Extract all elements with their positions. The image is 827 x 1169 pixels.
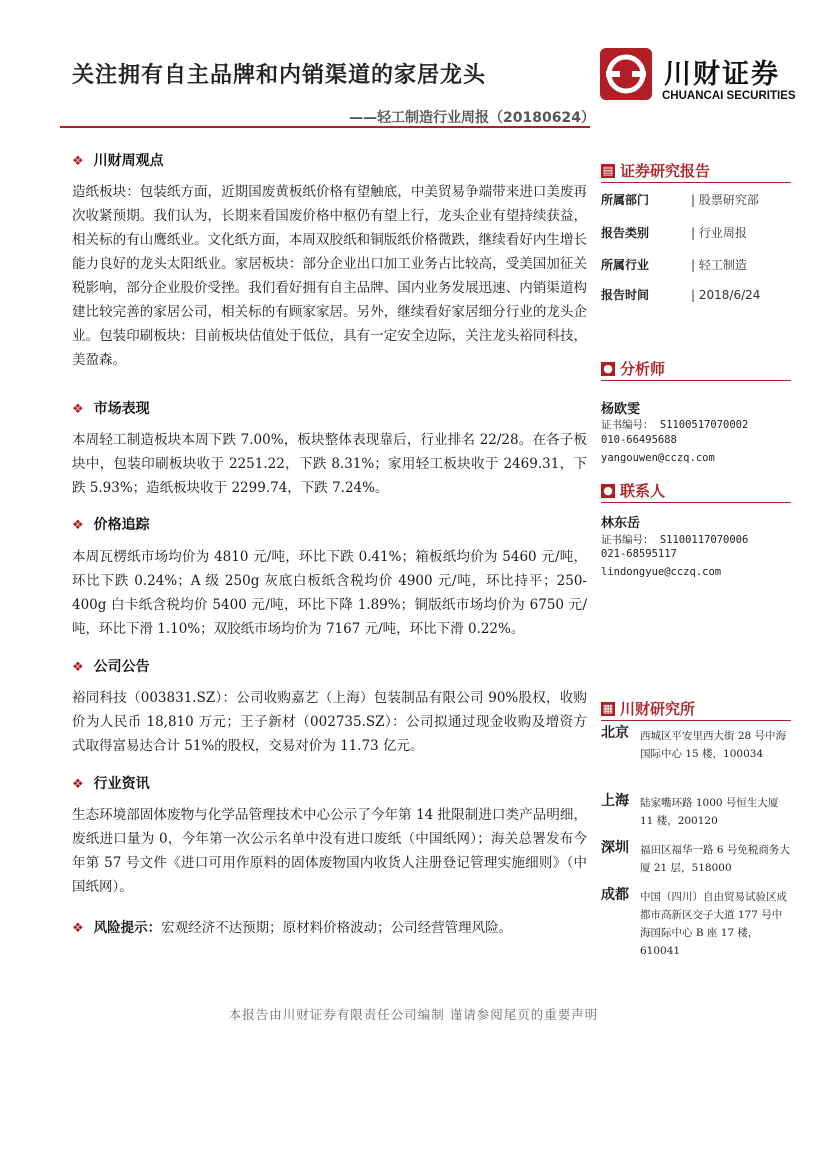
section-text-industry: 生态环境部固体废物与化学品管理技术中心公示了今年第 14 批限制进口类产品明细，废纸进口量为 0，今年第一次公示名单中没有进口废纸（中国纸网）；海关总署发布今年第 57 号文件《进口可用作原料的固体废物国内收货人注册登记管理实施细则》（中国纸网）。 [72, 807, 587, 895]
sidebar-heading-analyst: ● 分析师 [601, 358, 665, 379]
page-title: 关注拥有自主品牌和内销渠道的家居龙头 [72, 63, 487, 88]
report-icon: ▤ [602, 163, 614, 177]
diamond-bullet-icon: ❖ [72, 777, 84, 792]
section-heading-industry: ❖ 行业资讯 [72, 776, 150, 792]
report-subtitle: ——轻工制造行业周报（20180624） [349, 110, 595, 126]
contact-name: 林东岳 [601, 516, 641, 531]
city-label: 上海 [601, 793, 629, 809]
city-label: 深圳 [601, 840, 629, 856]
contact-email[interactable]: lindongyue@cczq.com [601, 566, 722, 578]
section-heading-market: ❖ 市场表现 [72, 401, 150, 417]
city-address: 陆家嘴环路 1000 号恒生大厦 11 楼，200120 [640, 797, 779, 827]
city-address: 福田区福华一路 6 号免税商务大厦 21 层，518000 [640, 844, 790, 874]
diamond-bullet-icon: ❖ [72, 921, 84, 936]
analyst-phone: 010-66495688 [601, 434, 677, 446]
contact-cert: 证书编号： S1100117070006 [601, 534, 749, 546]
diamond-bullet-icon: ❖ [72, 154, 84, 169]
section-text-company: 裕同科技（003831.SZ）：公司收购嘉艺（上海）包装制品有限公司 90%股权，收购价为人民币 18,810 万元；王子新材（002735.SZ）：公司拟通过现金收购及增资方式取得富易达合计 51%的股权，交易对价为 11.73 亿元。 [72, 690, 587, 754]
section-heading-company: ❖ 公司公告 [72, 659, 150, 675]
sidebar-divider [601, 502, 791, 503]
meta-row: 所属行业 | 轻工制造 [601, 258, 747, 272]
diamond-bullet-icon: ❖ [72, 518, 84, 533]
city-label: 北京 [601, 725, 629, 741]
section-text-price: 本周瓦楞纸市场均价为 4810 元/吨，环比下跌 0.41%；箱板纸均价为 5460 元/吨，环比下跌 0.24%；A 级 250g 灰底白板纸含税均价 4900 元/吨，环比持平；250-400g 白卡纸含税均价 5400 元/吨，环比下降 1.89%；铜版纸市场均价为 6750 元/吨，环比下滑 1.10%；双胶纸市场均价为 7167 元/吨，环比下滑 0.22%。 [72, 549, 587, 637]
sidebar-heading-report: ▤ 证券研究报告 [602, 162, 711, 180]
analyst-name: 杨欧雯 [601, 402, 641, 417]
sidebar-heading-institute: ▦ 川财研究所 [602, 700, 696, 718]
company-logo-icon [600, 48, 652, 100]
section-heading-views: ❖ 川财周观点 [72, 153, 164, 169]
meta-row: 报告类别 | 行业周报 [601, 226, 747, 240]
risk-warning [72, 916, 512, 941]
logo-english-name: CHUANCAI SECURITIES [662, 90, 796, 102]
page-footer: 本报告由川财证券有限责任公司编制 谨请参阅尾页的重要声明 [228, 1007, 599, 1022]
logo-chinese-name: 川财证券 [664, 59, 780, 90]
risk-text: 宏观经济不达预期；原材料价格波动；公司经营管理风险。 [161, 920, 513, 936]
analyst-email[interactable]: yangouwen@cczq.com [601, 452, 715, 464]
city-address: 西城区平安里西大街 28 号中海国际中心 15 楼，100034 [640, 730, 787, 760]
sidebar-divider [601, 182, 791, 183]
sidebar-divider [601, 380, 791, 381]
header-divider [60, 126, 590, 128]
city-address: 中国（四川）自由贸易试验区成都市高新区交子大道 177 号中海国际中心 B 座 17 楼，610041 [640, 891, 787, 957]
meta-row: 报告时间 | 2018/6/24 [601, 288, 761, 302]
section-text-market: 本周轻工制造板块本周下跌 7.00%，板块整体表现靠后，行业排名 22/28。在各子板块中，包装印刷板块收于 2251.22，下跌 8.31%；家用轻工板块收于 2469.31，下跌 5.93%；造纸板块收于 2299.74，下跌 7.24%。 [72, 432, 587, 496]
section-text-views: 造纸板块：包装纸方面，近期国废黄板纸价格有望触底，中美贸易争端带来进口美废再次收紧预期。我们认为，长期来看国废价格中枢仍有望上行，龙头企业有望持续获益，相关标的有山鹰纸业。文化纸方面，本周双胶纸和铜版纸价格微跌，继续看好内生增长能力良好的龙头太阳纸业。家居板块：部分企业出口加工业务占比较高，受美国加征关税影响，部分企业股价受挫。我们看好拥有自主品牌、国内业务发展迅速、内销渠道构建比较完善的家居公司，相关标的有顾家家居。另外，继续看好家居细分行业的龙头企业。包装印刷板块：目前板块估值处于低位，具有一定安全边际，关注龙头裕同科技，美盈森。 [72, 184, 587, 368]
risk-label: 风险提示： [93, 920, 162, 936]
sidebar-divider [601, 720, 791, 721]
diamond-bullet-icon: ❖ [72, 660, 84, 675]
diamond-bullet-icon: ❖ [72, 402, 84, 417]
section-heading-price: ❖ 价格追踪 [72, 517, 150, 533]
building-icon: ▦ [602, 701, 614, 715]
sidebar-heading-contact: ● 联系人 [601, 480, 665, 501]
city-label: 成都 [601, 887, 629, 903]
meta-row: 所属部门 | 股票研究部 [601, 193, 759, 207]
person-icon: ● [601, 362, 615, 376]
person-icon: ● [601, 484, 615, 498]
analyst-cert: 证书编号： S1100517070002 [601, 419, 749, 431]
contact-phone: 021-68595117 [601, 548, 677, 560]
